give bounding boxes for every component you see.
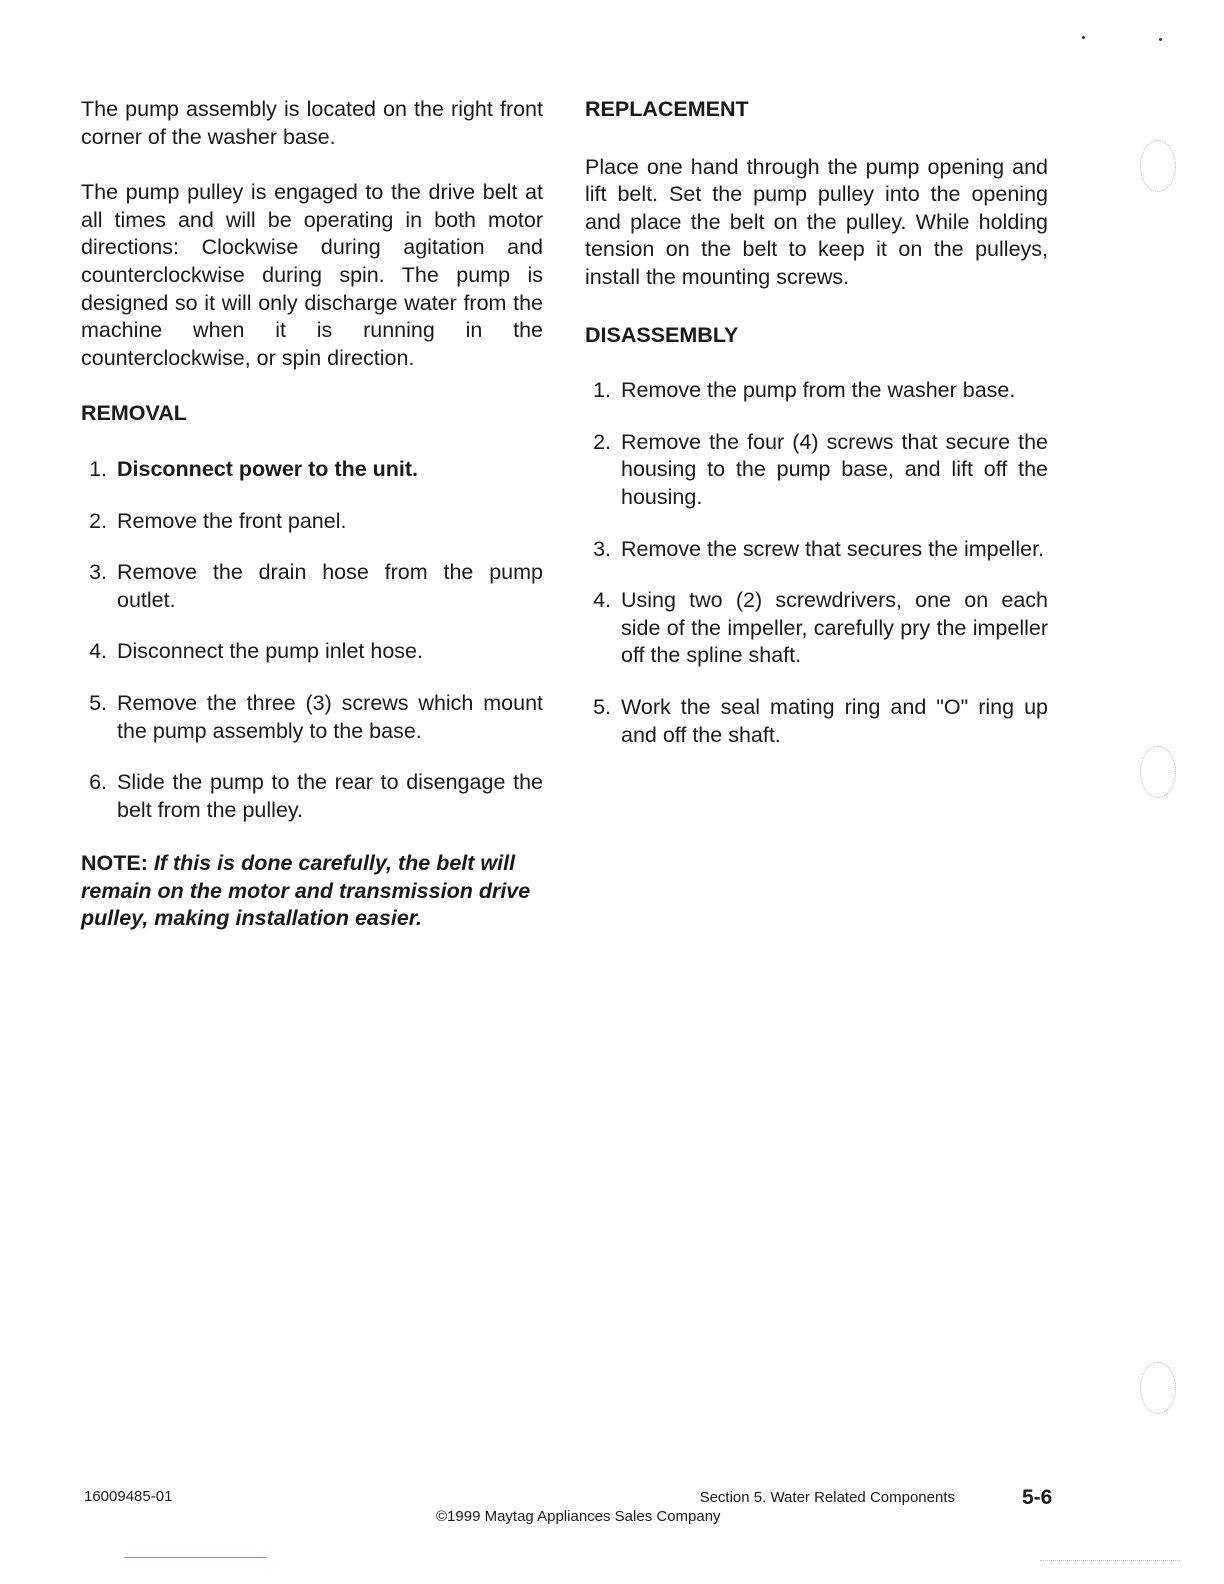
disassembly-step — [585, 536, 1048, 564]
note-label: NOTE: — [81, 851, 148, 876]
step-text: Remove the front panel. — [117, 508, 347, 533]
note-text: If this is done carefully, the belt will remain on the motor and transmission drive pulley, making installation easier. — [81, 851, 531, 931]
disassembly-step — [585, 377, 1048, 405]
punch-hole-mark-top — [1140, 140, 1176, 192]
step-text: Using two (2) screwdrivers, one on each side of the impeller, carefully pry the impeller off the spline shaft. — [621, 588, 1048, 668]
document-number: 16009485-01 — [84, 1488, 173, 1505]
step-text: Slide the pump to the rear to disengage the belt from the pulley. — [117, 770, 543, 822]
step-text: Work the seal mating ring and "O" ring up and off the shaft. — [621, 694, 1048, 747]
left-column — [81, 96, 543, 933]
scan-edge-dots — [1040, 1560, 1180, 1561]
intro-paragraph-2: The pump pulley is engaged to the drive belt at all times and will be operating in both motor directions: Clockwise during agitation and counterclockwise during spin. The pump is designed so it will only discharge water from the machine when it is running in the counterclockwise, or spin direction. — [81, 180, 543, 370]
step-number: 2. — [593, 429, 611, 454]
disassembly-step — [585, 587, 1048, 670]
step-number: 1. — [593, 378, 611, 403]
intro-paragraph-1: The pump assembly is located on the right front corner of the washer base. — [81, 97, 543, 149]
step-number: 4. — [593, 588, 611, 613]
section-title: Section 5. Water Related Components — [699, 1489, 955, 1506]
note — [81, 850, 543, 933]
step-number: 2. — [89, 508, 107, 533]
step-text: Remove the three (3) screws which mount the pump assembly to the base. — [117, 690, 543, 743]
page-number: 5-6 — [1022, 1486, 1053, 1509]
removal-step — [81, 690, 543, 745]
copyright: ©1999 Maytag Appliances Sales Company — [436, 1508, 721, 1525]
step-number: 5. — [89, 690, 107, 715]
footer-center — [420, 1488, 955, 1526]
scan-edge-line — [124, 1557, 267, 1558]
step-number: 3. — [593, 536, 611, 561]
step-text: Disconnect power to the unit. — [117, 456, 419, 481]
step-number: 5. — [593, 694, 611, 719]
scan-speck — [1159, 38, 1162, 41]
disassembly-step — [585, 429, 1048, 512]
disassembly-heading: DISASSEMBLY — [585, 322, 739, 347]
step-number: 4. — [89, 639, 107, 664]
removal-steps — [81, 456, 543, 824]
removal-step — [81, 456, 543, 484]
replacement-paragraph: Place one hand through the pump opening and lift belt. Set the pump pulley into the opening and place the belt on the pulley. While holding tension on the belt to keep it on the pulleys, install the mounting screws. — [585, 154, 1048, 289]
removal-heading: REMOVAL — [81, 401, 187, 426]
step-text: Remove the pump from the washer base. — [621, 378, 1016, 403]
step-number: 6. — [89, 770, 107, 795]
step-text: Remove the screw that secures the impeller. — [621, 536, 1045, 561]
removal-step — [81, 559, 543, 614]
disassembly-steps — [585, 377, 1048, 749]
punch-hole-mark-middle — [1140, 746, 1176, 798]
removal-step — [81, 508, 543, 536]
replacement-heading: REPLACEMENT — [585, 97, 749, 121]
disassembly-step — [585, 694, 1048, 749]
right-column — [585, 96, 1048, 749]
step-text: Disconnect the pump inlet hose. — [117, 639, 423, 664]
step-text: Remove the four (4) screws that secure the housing to the pump base, and lift off the housing. — [621, 429, 1048, 509]
punch-hole-mark-bottom — [1140, 1362, 1176, 1414]
scan-speck — [1082, 36, 1085, 39]
removal-step — [81, 638, 543, 666]
step-text: Remove the drain hose from the pump outlet. — [117, 560, 543, 612]
step-number: 3. — [89, 560, 107, 585]
removal-step — [81, 769, 543, 824]
step-number: 1. — [89, 456, 107, 481]
